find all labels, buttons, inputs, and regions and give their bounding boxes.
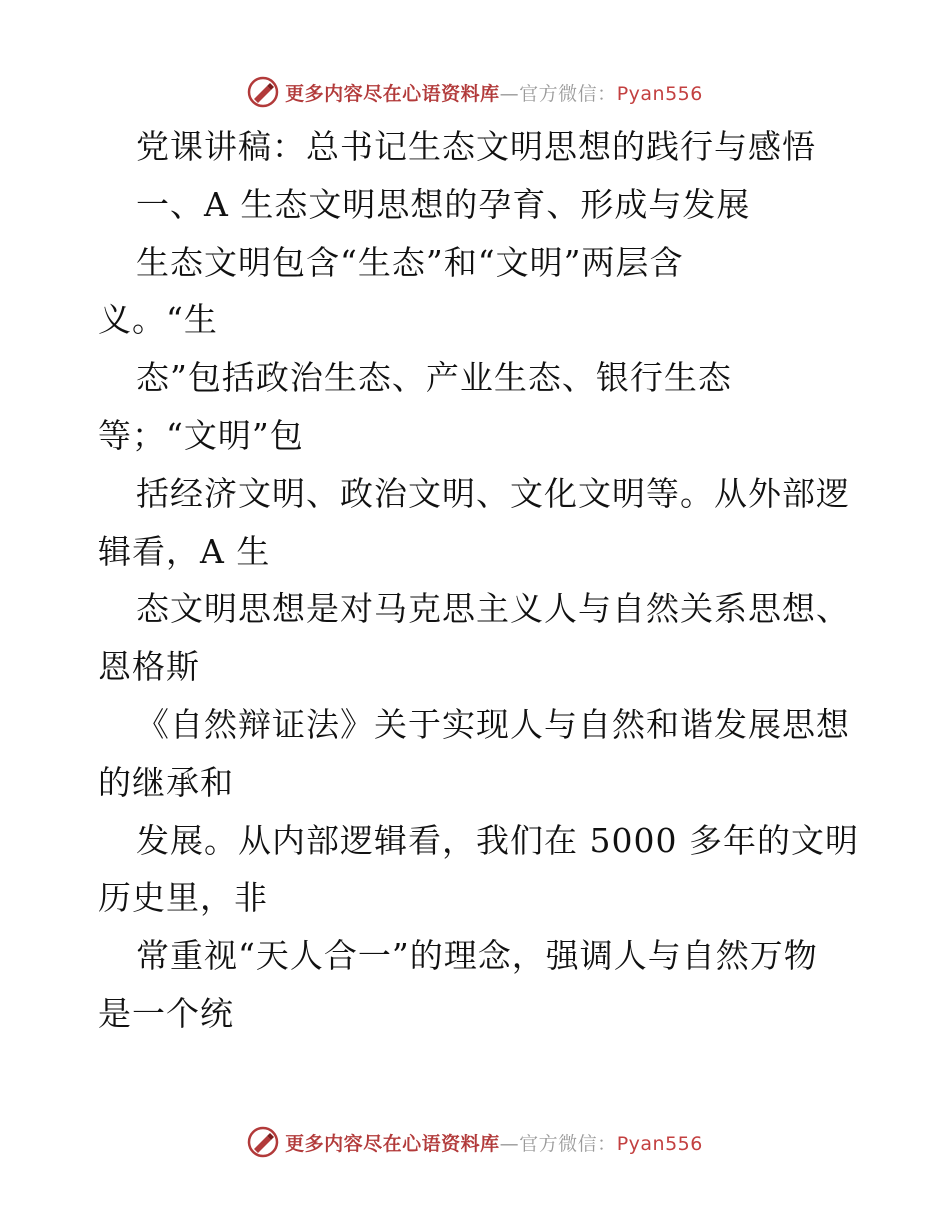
text-line: 生态文明包含“生态”和“文明”两层含	[136, 242, 684, 282]
text-line: 等；“文明”包	[98, 415, 304, 455]
text-line: 历史里，非	[98, 878, 268, 918]
footer-watermark	[0, 1122, 950, 1162]
text-line: 态文明思想是对马克思主义人与自然关系思想、	[136, 589, 850, 629]
footer-watermark-text: 更多内容尽在心语资料库—官方微信：Pyan556	[285, 1132, 703, 1155]
text-line: 一、A 生态文明思想的孕育、形成与发展	[136, 184, 751, 224]
text-line: 的继承和	[98, 762, 234, 802]
header-watermark	[0, 72, 950, 112]
text-line: 《自然辩证法》关于实现人与自然和谐发展思想	[136, 704, 850, 744]
text-line: 是一个统	[98, 993, 234, 1033]
text-line: 态”包括政治生态、产业生态、银行生态	[136, 358, 732, 398]
text-line: 恩格斯	[98, 647, 200, 687]
text-line: 常重视“天人合一”的理念，强调人与自然万物	[136, 936, 818, 976]
pen-logo-icon	[247, 1126, 279, 1158]
text-line: 发展。从内部逻辑看，我们在 5000 多年的文明	[136, 820, 859, 860]
text-line: 括经济文明、政治文明、文化文明等。从外部逻	[136, 473, 850, 513]
text-line: 辑看，A 生	[98, 531, 271, 571]
document-body	[98, 118, 858, 1043]
text-line: 义。“生	[98, 300, 218, 340]
pen-logo-icon	[247, 76, 279, 108]
text-line: 党课讲稿：总书记生态文明思想的践行与感悟	[136, 127, 816, 166]
header-watermark-text: 更多内容尽在心语资料库—官方微信：Pyan556	[285, 82, 703, 105]
